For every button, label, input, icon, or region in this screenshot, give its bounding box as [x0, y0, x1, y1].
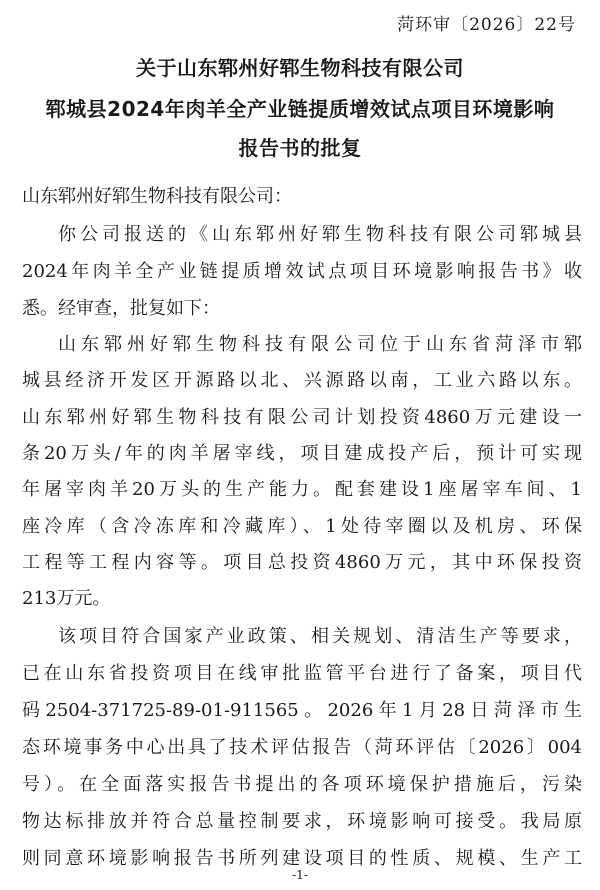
body-line: 则同意环境影响报告书所列建设项目的性质、规模、生产工 — [22, 848, 582, 869]
body-line: 工程等工程内容等。项目总投资4860万元，其中环保投资 — [22, 552, 582, 573]
title-line-3: 报告书的批复 — [238, 136, 362, 160]
body-line: 该项目符合国家产业政策、相关规划、清洁生产等要求， — [58, 626, 582, 647]
page-number: -1- — [292, 868, 308, 882]
body-line: 你公司报送的《山东郓州好郓生物科技有限公司郓城县 — [58, 224, 582, 245]
body-line: 座冷库（含冷冻库和冷藏库）、1处待宰圈以及机房、环保 — [22, 516, 582, 537]
body-line: 码2504-371725-89-01-911565。2026年1月28日菏泽市生 — [22, 700, 582, 721]
body-line: 山东郓州好郓生物科技有限公司位于山东省菏泽市郓 — [58, 334, 582, 355]
body-line: 年屠宰肉羊20万头的生产能力。配套建设1座屠宰车间、1 — [22, 479, 582, 500]
title-line-1: 关于山东郓州好郓生物科技有限公司 — [136, 56, 464, 80]
body-line: 物达标排放并符合总量控制要求，环境影响可接受。我局原 — [22, 811, 582, 832]
body-line: 悉。经审查，批复如下： — [22, 298, 220, 319]
body-line: 213万元。 — [22, 588, 111, 609]
body-line: 城县经济开发区开源路以北、兴源路以南，工业六路以东。 — [22, 370, 582, 391]
body-line: 条20万头/年的肉羊屠宰线，项目建成投产后，预计可实现 — [22, 443, 582, 464]
title-line-2: 郓城县2024年肉羊全产业链提质增效试点项目环境影响 — [45, 97, 555, 121]
body-line: 已在山东省投资项目在线审批监管平台进行了备案，项目代 — [22, 663, 582, 684]
document-number: 菏环审〔2026〕22号 — [397, 15, 576, 35]
addressee: 山东郓州好郓生物科技有限公司： — [22, 186, 292, 207]
body-line: 态环境事务中心出具了技术评估报告（菏环评估〔2026〕004 — [22, 737, 582, 758]
body-line: 山东郓州好郓生物科技有限公司计划投资4860万元建设一 — [22, 407, 582, 428]
body-line: 号）。在全面落实报告书提出的各项环境保护措施后，污染 — [22, 774, 582, 795]
body-line: 2024年肉羊全产业链提质增效试点项目环境影响报告书》收 — [22, 261, 582, 282]
